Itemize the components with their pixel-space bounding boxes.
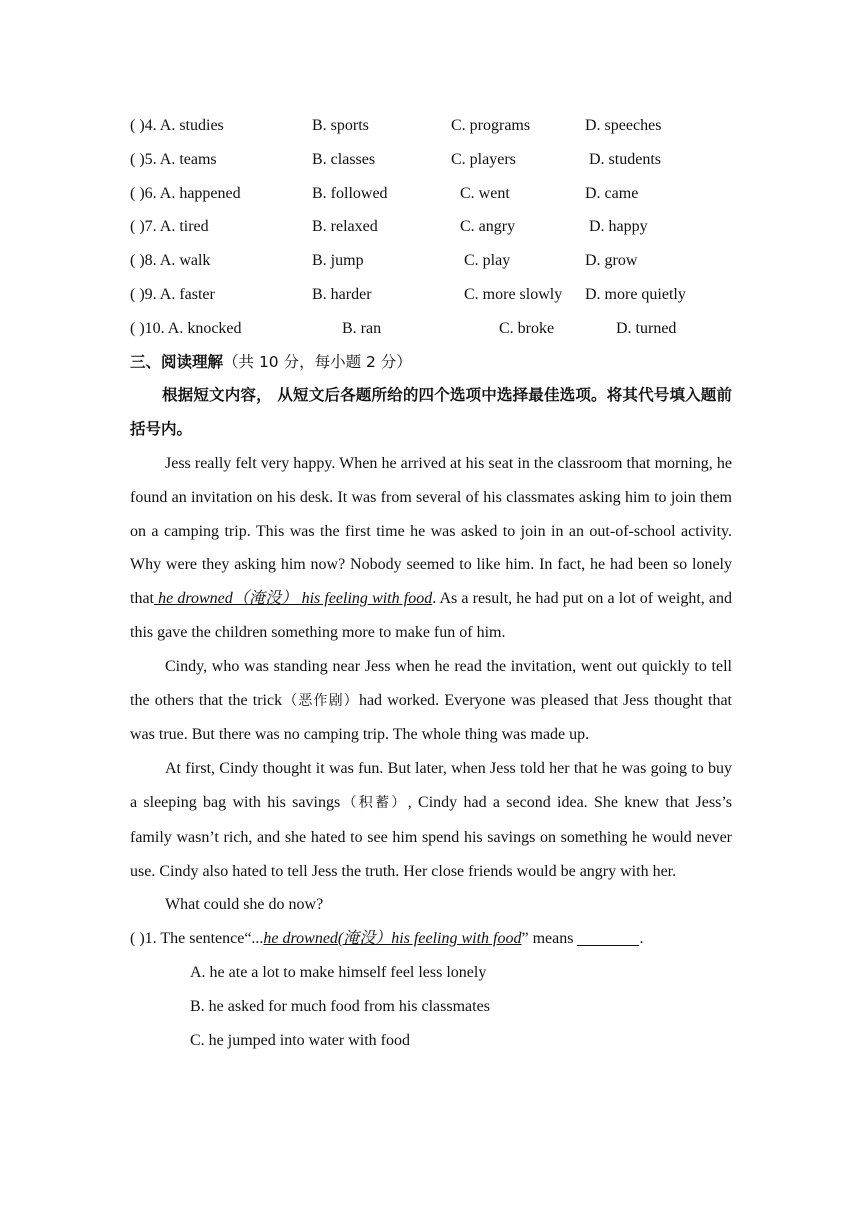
option-c: C. play [464,252,511,270]
item-number: ( )9. A. faster [130,285,215,303]
question-underlined: he drowned(淹没）his feeling with food [263,930,522,948]
cloze-item-5 [130,143,732,177]
option-d: D. came [585,184,639,202]
passage-paragraph-4: What could she do now? [165,896,324,914]
option-d: D. students [589,150,661,168]
p2-text: Cindy, who was standing near Jess when he read the invitation, went out quickly to tell the others that the trick [130,657,732,709]
cloze-item-8 [130,244,732,278]
p3-text-end: , Cindy had a second idea. She knew that Jess’s family wasn’t rich, and she hated to see him spend his savings on something he would never use. Cindy also hated to tell Jess the truth. Her close friends would be angry with her. [130,793,733,880]
item-number: ( )8. A. walk [130,252,211,270]
option-d: D. more quietly [585,285,686,303]
option-d: D. grow [585,252,638,270]
p2-text-end: had worked. Everyone was pleased that Jess thought that was true. But there was no camping trip. The whole thing was made up. [130,691,733,744]
question-1-option-a: A. he ate a lot to make himself feel less lonely [190,963,487,981]
option-b: B. jump [312,252,364,270]
option-c: C. angry [460,218,516,236]
cloze-item-7 [130,210,732,244]
question-1-option-b: B. he asked for much food from his classmates [190,997,490,1015]
cloze-item-6 [130,177,732,211]
option-d: D. speeches [585,117,662,134]
passage-paragraph-2 [130,650,732,752]
exam-page [130,109,732,1057]
option-c: C. more slowly [464,285,563,303]
cloze-item-4 [130,109,732,143]
option-b: B. harder [312,285,372,303]
cloze-item-9 [130,278,732,312]
passage-paragraph-1 [130,447,732,650]
p3-text: At first, Cindy thought it was fun. But later, when Jess told her that he was going to buy a sleeping bag with his savings [130,760,732,811]
answer-blank [577,927,639,946]
option-b: B. followed [312,184,388,202]
p1-text: Jess really felt very happy. When he arrived at his seat in the classroom that morning, he found an invitation on his desk. It was from several of his classmates asking him to join them on a camping trip. This was the first time he was asked to join in an out-of-school activity. Why were they asking him now? Nobody seemed to like him. In fact, he had been so lonely that [130,454,732,608]
section-instruction: 根据短文内容， 从短文后各题所给的四个选项中选择最佳选项。将其代号填入题前括号内。 [130,386,732,439]
question-prefix: ( )1. The sentence“... [130,930,264,948]
option-d: D. happy [589,218,648,236]
option-c: C. went [460,184,510,202]
section-title: 三、阅读理解 [130,352,224,371]
chinese-gloss: （恶作剧） [282,692,359,709]
item-number: ( )5. A. teams [130,150,217,168]
question-end: . [639,930,644,948]
item-number: ( )10. A. knocked [130,319,242,337]
section-score-note: （共 10 分，每小题 2 分） [223,352,412,371]
option-d: D. turned [616,319,677,337]
question-suffix: ” means [521,930,578,948]
question-1 [130,922,732,956]
option-b: B. relaxed [312,218,378,236]
option-c: C. broke [499,319,555,337]
item-number: ( )4. A. studies [130,117,224,134]
p1-text-end: . As a result, he had put on a lot of weight, and this gave the children something more to make fun of him. [130,590,732,641]
passage-paragraph-3 [130,752,732,888]
section-heading [130,346,732,380]
question-1-option-c: C. he jumped into water with food [190,1031,410,1049]
option-b: B. classes [312,150,376,168]
underlined-phrase: he drowned（淹没） his feeling with food [154,590,433,608]
option-b: B. ran [342,319,382,337]
item-number: ( )7. A. tired [130,218,209,236]
item-number: ( )6. A. happened [130,184,241,202]
option-c: C. programs [451,117,531,134]
chinese-gloss: （积蓄） [340,794,408,811]
cloze-item-10 [130,312,732,346]
option-c: C. players [451,150,516,168]
option-b: B. sports [312,117,369,134]
